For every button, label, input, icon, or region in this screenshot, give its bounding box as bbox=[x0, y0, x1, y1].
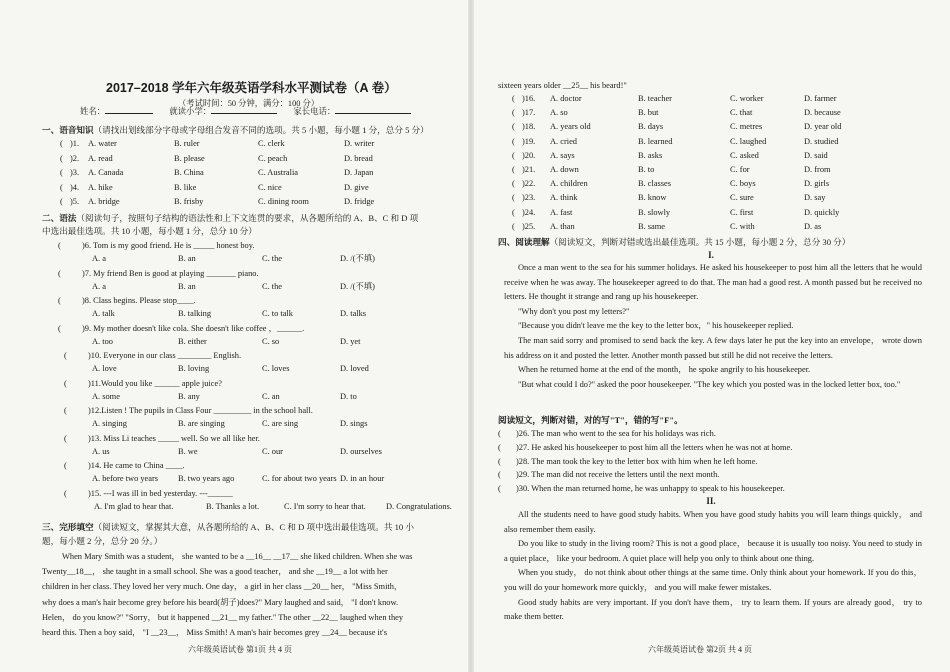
option-b: B. same bbox=[638, 221, 665, 231]
answer-paren: ( bbox=[512, 136, 515, 146]
option-d: D. Congratulations. bbox=[386, 501, 452, 511]
option-d: D. girls bbox=[804, 179, 830, 189]
option-a: A. think bbox=[550, 193, 578, 203]
name-blank bbox=[105, 113, 153, 114]
option-d: D. in an hour bbox=[340, 474, 385, 483]
option-a: A. I'm glad to hear that. bbox=[94, 501, 174, 511]
answer-paren: ( bbox=[512, 221, 515, 231]
option-a: A. water bbox=[88, 139, 117, 148]
option-a: A. than bbox=[550, 221, 575, 231]
option-b: B. know bbox=[638, 193, 667, 203]
passage-paragraph: All the students need to have good study habits. When you have good study habits you will learn things quickly， and also remember them easily. bbox=[504, 510, 922, 534]
option-b: B. but bbox=[638, 108, 659, 118]
option-c: C. dining room bbox=[258, 197, 309, 206]
question-stem: )9. My mother doesn't like cola. She doesn't like coffee ，______. bbox=[82, 323, 305, 333]
question-number: )19. bbox=[522, 136, 536, 146]
exam-title: 2017–2018 学年六年级英语学科水平测试卷（A 卷） bbox=[106, 81, 397, 95]
option-d: D. ourselves bbox=[340, 446, 382, 456]
option-a: A. us bbox=[92, 446, 110, 456]
answer-paren: ( bbox=[60, 153, 63, 163]
tf-question: )28. The man took the key to the letter box with him when he left home. bbox=[516, 456, 758, 466]
option-d: D. because bbox=[804, 108, 841, 118]
answer-paren: ( bbox=[64, 351, 67, 360]
option-a: A. says bbox=[550, 150, 575, 160]
option-b: B. asks bbox=[638, 150, 663, 160]
option-d: D. year old bbox=[804, 122, 842, 132]
option-b: B. talking bbox=[178, 309, 212, 318]
option-c: C. with bbox=[730, 221, 755, 231]
question-number: )5. bbox=[70, 197, 80, 206]
question-stem: )7. My friend Ben is good at playing _______ piano. bbox=[82, 268, 259, 278]
option-c: C. for about two years bbox=[262, 474, 337, 483]
answer-paren: ( bbox=[498, 429, 501, 438]
option-c: C. I'm sorry to hear that. bbox=[284, 501, 366, 511]
question-stem: )13. Miss Li teaches _____ well. So we all like her. bbox=[88, 433, 260, 443]
option-a: A. hike bbox=[88, 182, 113, 192]
option-a: A. a bbox=[92, 281, 106, 291]
option-b: B. slowly bbox=[638, 207, 671, 217]
tf-question: )30. When the man returned home, he was unhappy to speak to his housekeeper. bbox=[516, 484, 785, 494]
question-number: )24. bbox=[522, 207, 536, 217]
tf-question: )29. The man did not receive the letters until the next month. bbox=[516, 470, 720, 480]
right-footer: 六年级英语试卷 第2页 共 4 页 bbox=[648, 645, 752, 654]
exam-info: （考试时间：50 分钟，满分：100 分） bbox=[178, 99, 320, 108]
option-b: B. two years ago bbox=[178, 474, 235, 483]
answer-paren: ( bbox=[64, 406, 67, 415]
option-a: A. read bbox=[88, 153, 113, 163]
option-d: D. talks bbox=[340, 309, 367, 318]
option-d: D. sings bbox=[340, 419, 368, 428]
question-stem: )6. Tom is my good friend. He is _____ honest boy. bbox=[82, 241, 255, 250]
left-page bbox=[0, 0, 470, 672]
passage-paragraph: When you study， do not think about other things at the same time. Only think about your homework. If you do this， you will do your homework more quickly， and you will make fewer mistakes. bbox=[504, 568, 922, 592]
option-d: D. yet bbox=[340, 336, 361, 346]
answer-paren: ( bbox=[58, 268, 61, 278]
option-c: C. clerk bbox=[258, 139, 285, 148]
option-d: D. fridge bbox=[344, 197, 375, 206]
passage1-text bbox=[504, 261, 922, 392]
question-number: )2. bbox=[70, 153, 80, 163]
question-stem: )15. ---I was ill in bed yesterday. ---______ bbox=[88, 488, 233, 498]
option-c: C. Australia bbox=[258, 168, 299, 177]
option-b: B. frisby bbox=[174, 197, 204, 206]
option-d: D. writer bbox=[344, 139, 375, 148]
answer-paren: ( bbox=[60, 168, 63, 177]
question-stem: )8. Class begins. Please stop____. bbox=[82, 296, 196, 305]
tf-instruction: 阅读短文，判断对错，对的写"T"，错的写"F"。 bbox=[498, 415, 683, 425]
school-label: 就读小学： bbox=[169, 107, 212, 116]
option-c: C. to talk bbox=[262, 309, 293, 318]
answer-paren: ( bbox=[64, 378, 67, 388]
option-b: B. are singing bbox=[178, 419, 225, 428]
option-d: D. quickly bbox=[804, 207, 840, 217]
answer-paren: ( bbox=[512, 193, 515, 203]
passage-paragraph: When he returned home at the end of the month， he spoke angrily to his housekeeper. bbox=[518, 365, 811, 375]
option-b: B. days bbox=[638, 122, 664, 132]
option-a: A. singing bbox=[92, 419, 127, 428]
option-a: A. talk bbox=[92, 309, 115, 318]
question-number: )20. bbox=[522, 150, 536, 160]
answer-paren: ( bbox=[64, 461, 67, 470]
passage2-label: II. bbox=[706, 496, 716, 506]
answer-paren: ( bbox=[512, 94, 515, 103]
passage-paragraph: "But what could I do?" asked the poor housekeeper. "The key which you posted was in the locked letter box, too." bbox=[518, 379, 901, 389]
option-b: B. any bbox=[178, 391, 200, 401]
right-page bbox=[472, 0, 950, 672]
option-b: B. learned bbox=[638, 136, 673, 146]
option-c: C. nice bbox=[258, 182, 282, 192]
option-c: C. laughed bbox=[730, 136, 767, 146]
option-c: C. first bbox=[730, 207, 754, 217]
answer-paren: ( bbox=[58, 241, 61, 250]
question-number: )18. bbox=[522, 122, 536, 132]
option-c: C. the bbox=[262, 281, 283, 291]
cloze-passage-line: heard this. Then a boy said， "I __23__， Miss Smith! A man's hair becomes grey __24__ because it's bbox=[42, 628, 387, 637]
option-a: A. a bbox=[92, 254, 106, 263]
option-c: C. worker bbox=[730, 94, 764, 103]
option-a: A. so bbox=[550, 108, 568, 118]
section4-heading: 四、阅读理解（阅读短文，判断对错或选出最佳选项。共 15 小题，每小题 2 分，总分 30 分） bbox=[498, 237, 851, 247]
passage-paragraph: Do you like to study in the living room? This is not a good place， because it is usually too noisy. You need to study in a quiet place， like your bedroom. A quiet place will help you only to think about one thing. bbox=[504, 539, 922, 563]
question-stem: )10. Everyone in our class ________ English. bbox=[88, 351, 242, 360]
answer-paren: ( bbox=[512, 122, 515, 132]
option-c: C. metres bbox=[730, 122, 763, 132]
option-d: D. to bbox=[340, 391, 357, 401]
section3-heading: 三、完形填空（阅读短文，掌握其大意，从各题所给的 A、B、C 和 D 项中选出最佳选项。共 10 小 bbox=[42, 522, 414, 532]
question-number: )25. bbox=[522, 221, 536, 231]
option-b: B. classes bbox=[638, 179, 672, 189]
option-b: B. Thanks a lot. bbox=[206, 501, 260, 511]
student-fields bbox=[80, 106, 411, 117]
passage-paragraph: "Why don't you post my letters?" bbox=[518, 306, 630, 316]
answer-paren: ( bbox=[512, 179, 515, 189]
question-stem: )11.Would you like ______ apple juice? bbox=[88, 378, 222, 388]
option-d: D. from bbox=[804, 165, 831, 174]
answer-paren: ( bbox=[512, 108, 515, 118]
option-a: A. years old bbox=[550, 122, 591, 132]
option-b: B. either bbox=[178, 336, 207, 346]
section3-heading-line2: 题，每小题 2 分，总分 20 分。） bbox=[42, 536, 163, 546]
option-d: D. Japan bbox=[344, 168, 374, 177]
option-a: A. before two years bbox=[92, 474, 159, 483]
answer-paren: ( bbox=[498, 456, 501, 466]
option-c: C. are sing bbox=[262, 419, 299, 428]
phone-blank bbox=[335, 113, 411, 114]
phone-label: 家长电话： bbox=[293, 107, 336, 116]
answer-paren: ( bbox=[498, 470, 501, 480]
school-blank bbox=[211, 113, 277, 114]
left-footer: 六年级英语试卷 第1页 共 4 页 bbox=[188, 645, 292, 654]
option-d: D. as bbox=[804, 221, 822, 231]
question-number: )17. bbox=[522, 108, 536, 118]
option-d: D. /(不填) bbox=[340, 281, 375, 291]
question-number: )4. bbox=[70, 182, 80, 192]
question-number: )16. bbox=[522, 94, 536, 103]
cloze-passage-line: When Mary Smith was a student， she wanted to be a __16__ __17__ she liked children. When she was bbox=[62, 552, 413, 561]
option-d: D. farmer bbox=[804, 94, 837, 103]
option-a: A. doctor bbox=[550, 94, 582, 103]
option-d: D. /(不填) bbox=[340, 254, 375, 263]
answer-paren: ( bbox=[498, 484, 501, 494]
answer-paren: ( bbox=[512, 150, 515, 160]
cloze-passage-line: Helen， do you know?" "Sorry， but it happened __21__ my father." The other __22__ laughed when they bbox=[42, 612, 404, 622]
answer-paren: ( bbox=[64, 488, 67, 498]
option-a: A. bridge bbox=[88, 197, 120, 206]
option-c: C. for bbox=[730, 165, 750, 174]
answer-paren: ( bbox=[512, 165, 515, 174]
section2-heading-line2: 中选出最佳选项。共 10 小题，每小题 1 分，总分 10 分） bbox=[42, 226, 257, 236]
answer-paren: ( bbox=[58, 296, 61, 305]
option-c: C. an bbox=[262, 391, 280, 401]
option-d: D. bread bbox=[344, 153, 373, 163]
answer-paren: ( bbox=[60, 197, 63, 206]
option-a: A. some bbox=[92, 391, 120, 401]
tf-question: )27. He asked his housekeeper to post him all the letters when he was not at home. bbox=[516, 442, 793, 452]
option-c: C. sure bbox=[730, 193, 754, 203]
passage-paragraph: The man said sorry and promised to send back the key. A few days later he put the key into an envelope， wrote down his address on it and posted the letter. Another month passed but still he did not receive the letters. bbox=[504, 335, 922, 360]
option-b: B. loving bbox=[178, 364, 210, 373]
question-stem: )14. He came to China ____. bbox=[88, 461, 185, 470]
answer-paren: ( bbox=[58, 323, 61, 333]
passage1-label: I. bbox=[708, 250, 714, 260]
passage-paragraph: Once a man went to the sea for his summer holidays. He asked his housekeeper to post him all the letters that he would receive when he was away. The housekeeper agreed to do that. The man had a good rest. A month passed but he received no letters. He thought it strange and rang up his housekeeper. bbox=[504, 263, 922, 302]
option-b: B. please bbox=[174, 153, 205, 163]
passage2-text bbox=[504, 508, 922, 625]
option-d: D. studied bbox=[804, 136, 839, 146]
question-number: )23. bbox=[522, 193, 536, 203]
option-d: D. said bbox=[804, 150, 828, 160]
tf-question: )26. The man who went to the sea for his holidays was rich. bbox=[516, 429, 716, 438]
option-b: B. an bbox=[178, 254, 196, 263]
option-b: B. China bbox=[174, 168, 204, 177]
answer-paren: ( bbox=[498, 442, 501, 452]
answer-paren: ( bbox=[64, 433, 67, 443]
cloze-passage-line: why does a man's hair become grey before his beard(胡子)does?" Mary laughed and said， "I don't know. bbox=[42, 597, 399, 607]
option-a: A. too bbox=[92, 336, 113, 346]
option-a: A. cried bbox=[550, 136, 577, 146]
option-b: B. ruler bbox=[174, 139, 200, 148]
option-c: C. that bbox=[730, 108, 753, 118]
option-c: C. the bbox=[262, 254, 283, 263]
option-c: C. so bbox=[262, 336, 280, 346]
question-number: )21. bbox=[522, 165, 536, 174]
option-a: A. down bbox=[550, 165, 579, 174]
question-number: )1. bbox=[70, 139, 80, 148]
option-b: B. like bbox=[174, 182, 197, 192]
option-a: A. children bbox=[550, 179, 588, 189]
option-c: C. asked bbox=[730, 150, 759, 160]
option-b: B. an bbox=[178, 281, 196, 291]
section1-heading: 一、语音知识（请找出划线部分字母或字母组合发音不同的选项。共 5 小题，每小题 1 分，总分 5 分） bbox=[42, 125, 429, 135]
cloze-passage-line: Twenty__18__， she taught in a small school. She was a good teacher， and she __19__ a lot with her bbox=[42, 567, 388, 577]
name-label: 姓名： bbox=[80, 107, 106, 116]
option-c: C. boys bbox=[730, 179, 756, 189]
option-a: A. fast bbox=[550, 207, 573, 217]
cloze-passage-end: sixteen years older __25__ his beard!" bbox=[498, 81, 627, 90]
section2-heading: 二、语法（阅读句子，按照句子结构的语法性和上下文连贯的要求，从各题所给的 A、B、C 和 D 项 bbox=[42, 213, 419, 223]
option-c: C. our bbox=[262, 446, 283, 456]
option-c: C. loves bbox=[262, 364, 290, 373]
answer-paren: ( bbox=[60, 182, 63, 192]
option-b: B. teacher bbox=[638, 94, 672, 103]
passage-paragraph: Good study habits are very important. If you don't have them， try to learn them. If yours are already good， try to make them better. bbox=[504, 597, 922, 622]
option-c: C. peach bbox=[258, 153, 288, 163]
option-a: A. Canada bbox=[88, 168, 124, 177]
passage-paragraph: "Because you didn't leave me the key to the letter box，" his housekeeper replied. bbox=[518, 321, 794, 331]
cloze-passage-line: children in her class. They loved her very much. One day， a girl in her class __20__ her， "Miss Smith， bbox=[42, 582, 403, 592]
option-b: B. to bbox=[638, 165, 655, 174]
option-d: D. loved bbox=[340, 364, 369, 373]
question-number: )22. bbox=[522, 179, 536, 189]
option-d: D. say bbox=[804, 193, 826, 203]
answer-paren: ( bbox=[60, 139, 63, 148]
option-b: B. we bbox=[178, 446, 198, 456]
question-stem: )12.Listen ! The pupils in Class Four _________ in the school hall. bbox=[88, 406, 313, 415]
question-number: )3. bbox=[70, 168, 80, 177]
option-a: A. love bbox=[92, 364, 117, 373]
option-d: D. give bbox=[344, 182, 369, 192]
answer-paren: ( bbox=[512, 207, 515, 217]
